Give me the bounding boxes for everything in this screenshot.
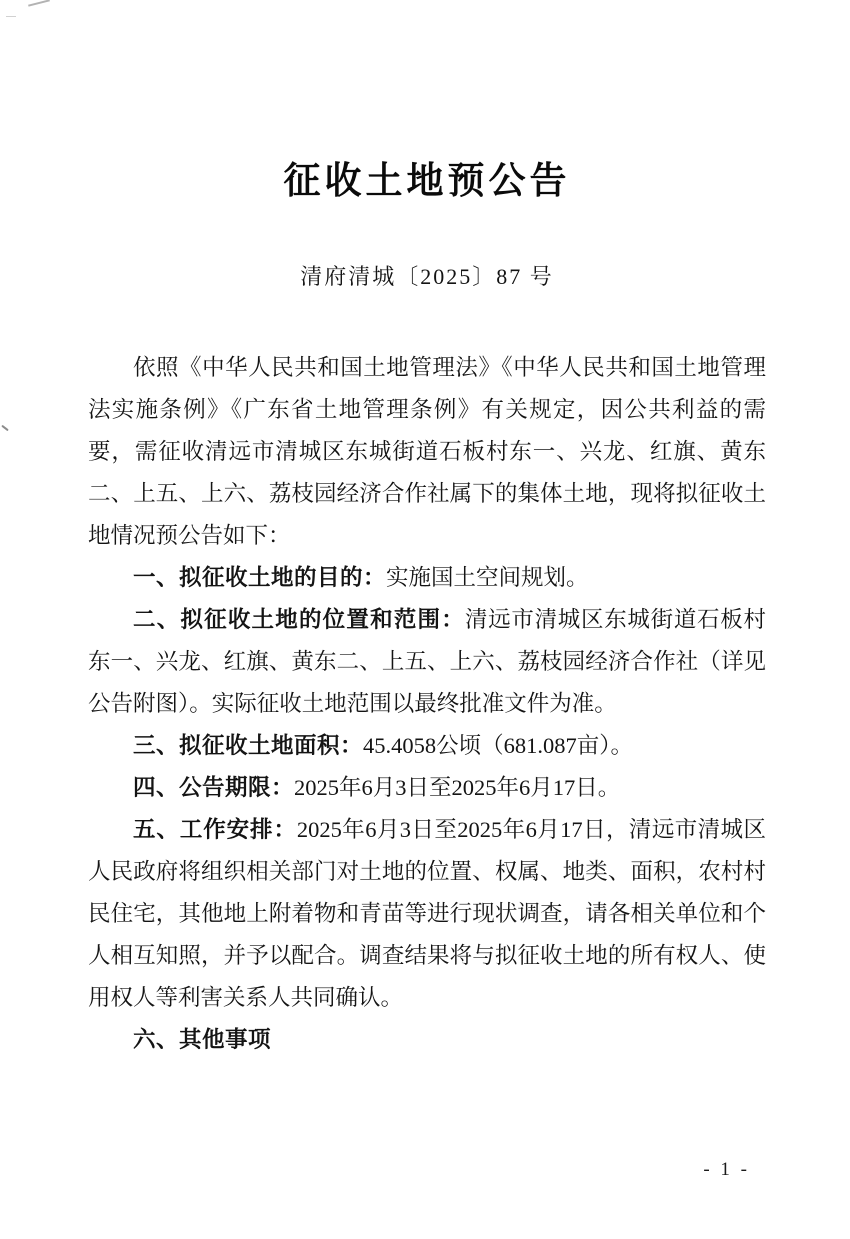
item-paragraph-5 [88, 809, 766, 1019]
item-2-label: 二、拟征收土地的位置和范围： [133, 607, 465, 632]
document-content [88, 0, 766, 1061]
item-paragraph-2 [88, 599, 766, 725]
item-4-label: 四、公告期限： [133, 775, 295, 800]
scan-artifact [1, 425, 9, 432]
item-4-text: 2025年6月3日至2025年6月17日。 [294, 775, 621, 800]
scan-artifact [28, 0, 50, 7]
intro-text: 依照《中华人民共和国土地管理法》《中华人民共和国土地管理法实施条例》《广东省土地管理条例》有关规定，因公共利益的需要，需征收清远市清城区东城街道石板村东一、兴龙、红旗、黄东二、上五、上六、荔枝园经济合作社属下的集体土地，现将拟征收土地情况预公告如下： [88, 355, 766, 548]
document-title: 征收土地预公告 [283, 161, 571, 202]
item-paragraph-4 [88, 767, 766, 809]
item-1-label: 一、拟征收土地的目的： [133, 565, 387, 590]
item-5-text: 2025年6月3日至2025年6月17日，清远市清城区人民政府将组织相关部门对土地的位置、权属、地类、面积，农村村民住宅，其他地上附着物和青苗等进行现状调查，请各相关单位和个人相互知照，并予以配合。调查结果将与拟征收土地的所有权人、使用权人等利害关系人共同确认。 [88, 817, 766, 1010]
item-5-label: 五、工作安排： [133, 817, 297, 842]
item-paragraph-6 [88, 1019, 766, 1061]
document-number: 清府清城〔2025〕87 号 [300, 264, 554, 289]
item-paragraph-1 [88, 557, 766, 599]
scan-artifact [6, 16, 16, 17]
page-number: - 1 - [703, 1159, 750, 1180]
item-3-label: 三、拟征收土地面积： [133, 733, 364, 758]
document-body [88, 347, 766, 1061]
item-3-text: 45.4058公顷（681.087亩）。 [363, 733, 634, 758]
item-paragraph-3 [88, 725, 766, 767]
intro-paragraph [88, 347, 766, 557]
item-6-label: 六、其他事项 [133, 1027, 272, 1052]
item-2-text: 清远市清城区东城街道石板村东一、兴龙、红旗、黄东二、上五、上六、荔枝园经济合作社（详见公告附图）。实际征收土地范围以最终批准文件为准。 [88, 607, 766, 716]
item-1-text: 实施国土空间规划。 [386, 565, 589, 590]
